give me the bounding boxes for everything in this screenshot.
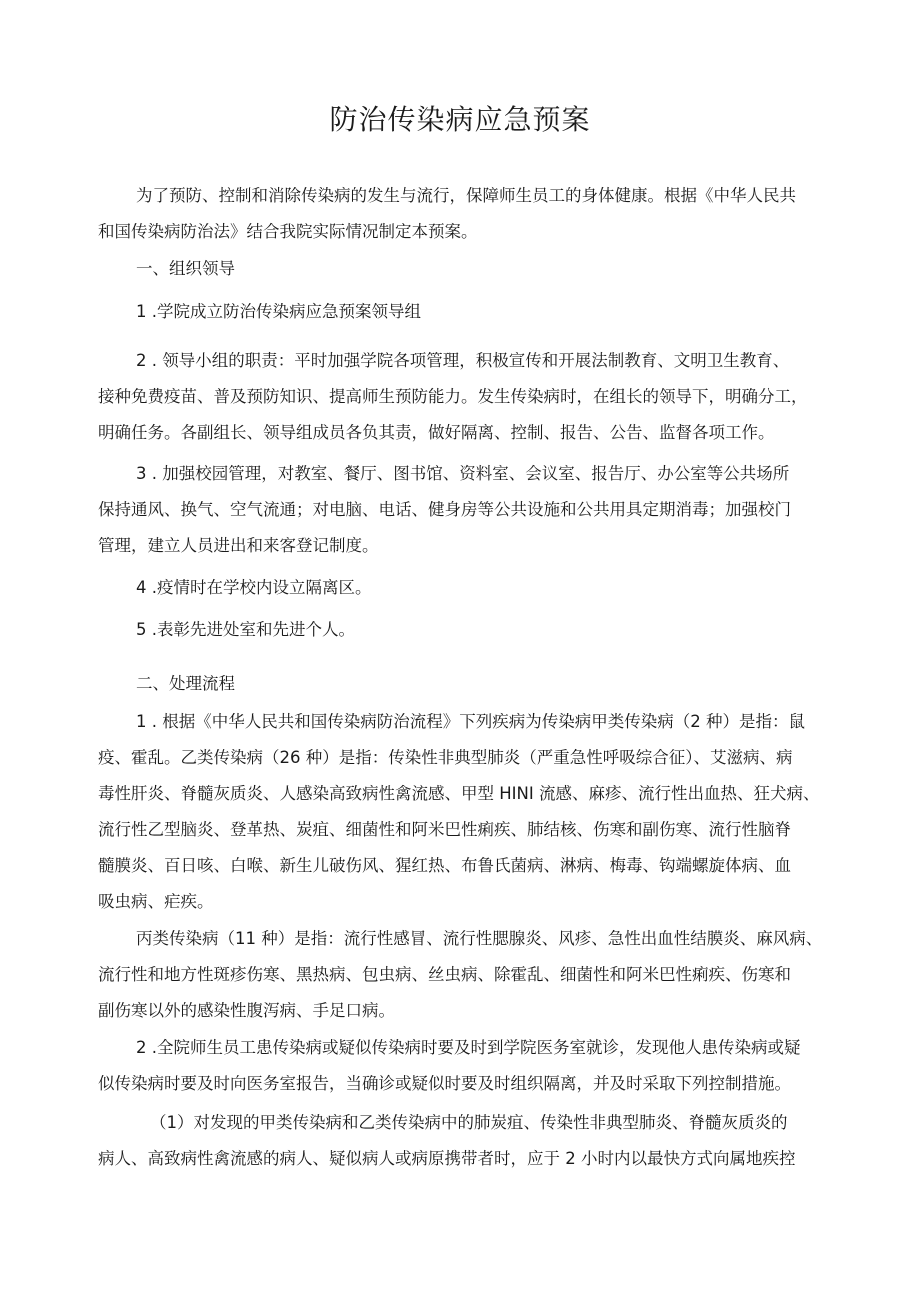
text-line: 毒性肝炎、脊髓灰质炎、人感染高致病性禽流感、甲型 HINI 流感、麻疹、流行性出血热、狂犬病、	[98, 784, 820, 803]
intro-paragraph	[98, 178, 836, 250]
text-line: 髓膜炎、百日咳、白喉、新生儿破伤风、猩红热、布鲁氏菌病、淋病、梅毒、钩端螺旋体病、血	[98, 856, 791, 875]
section-heading-procedure: 二、处理流程	[136, 674, 235, 693]
section1-item-3	[98, 456, 836, 564]
text-line: 为了预防、控制和消除传染病的发生与流行，保障师生员工的身体健康。根据《中华人民共	[136, 186, 796, 205]
text-line: 管理，建立人员进出和来客登记制度。	[98, 536, 379, 555]
text-line: 和国传染病防治法》结合我院实际情况制定本预案。	[98, 222, 478, 241]
section1-item-5: 5 .表彰先进处室和先进个人。	[136, 620, 355, 639]
text-line: 2 .全院师生员工患传染病或疑似传染病时要及时到学院医务室就诊，发现他人患传染病或疑	[136, 1038, 801, 1057]
text-line: 似传染病时要及时向医务室报告，当确诊或疑似时要及时组织隔离，并及时采取下列控制措施。	[98, 1074, 791, 1093]
document-title: 防治传染病应急预案	[329, 103, 591, 136]
class-c-paragraph	[98, 921, 836, 1029]
section2-item-1	[98, 704, 836, 920]
text-line: 吸虫病、疟疾。	[98, 892, 214, 911]
section2-item-2	[98, 1030, 836, 1102]
text-line: 流行性乙型脑炎、登革热、炭疽、细菌性和阿米巴性痢疾、肺结核、伤寒和副伤寒、流行性脑脊	[98, 820, 791, 839]
text-line: 3 . 加强校园管理，对教室、餐厅、图书馆、资料室、会议室、报告厅、办公室等公共场所	[136, 464, 790, 483]
text-line: 疫、霍乱。乙类传染病（26 种）是指：传染性非典型肺炎（严重急性呼吸综合征）、艾滋病、病	[98, 748, 793, 767]
section1-item-4: 4 .疫情时在学校内设立隔离区。	[136, 578, 372, 597]
section2-subitem-1	[98, 1105, 836, 1177]
text-line: （1）对发现的甲类传染病和乙类传染病中的肺炭疽、传染性非典型肺炎、脊髓灰质炎的	[150, 1113, 788, 1132]
text-line: 1 . 根据《中华人民共和国传染病防治流程》下列疾病为传染病甲类传染病（2 种）是指：鼠	[136, 712, 805, 731]
text-line: 2 . 领导小组的职责：平时加强学院各项管理，积极宣传和开展法制教育、文明卫生教育、	[136, 351, 790, 370]
text-line: 副伤寒以外的感染性腹泻病、手足口病。	[98, 1001, 395, 1020]
section-heading-organization: 一、组织领导	[136, 259, 235, 278]
text-line: 病人、高致病性禽流感的病人、疑似病人或病原携带者时，应于 2 小时内以最快方式向属地疾控	[98, 1149, 796, 1168]
text-line: 丙类传染病（11 种）是指：流行性感冒、流行性腮腺炎、风疹、急性出血性结膜炎、麻风病、	[136, 929, 823, 948]
text-line: 接种免费疫苗、普及预防知识、提高师生预防能力。发生传染病时，在组长的领导下，明确分工，	[98, 387, 808, 406]
text-line: 流行性和地方性斑疹伤寒、黑热病、包虫病、丝虫病、除霍乱、细菌性和阿米巴性痢疾、伤寒和	[98, 965, 791, 984]
text-line: 明确任务。各副组长、领导组成员各负其责，做好隔离、控制、报告、公告、监督各项工作。	[98, 423, 775, 442]
text-line: 保持通风、换气、空气流通；对电脑、电话、健身房等公共设施和公共用具定期消毒；加强校门	[98, 500, 791, 519]
section1-item-1: 1 .学院成立防治传染病应急预案领导组	[136, 302, 421, 321]
section1-item-2	[98, 343, 836, 451]
